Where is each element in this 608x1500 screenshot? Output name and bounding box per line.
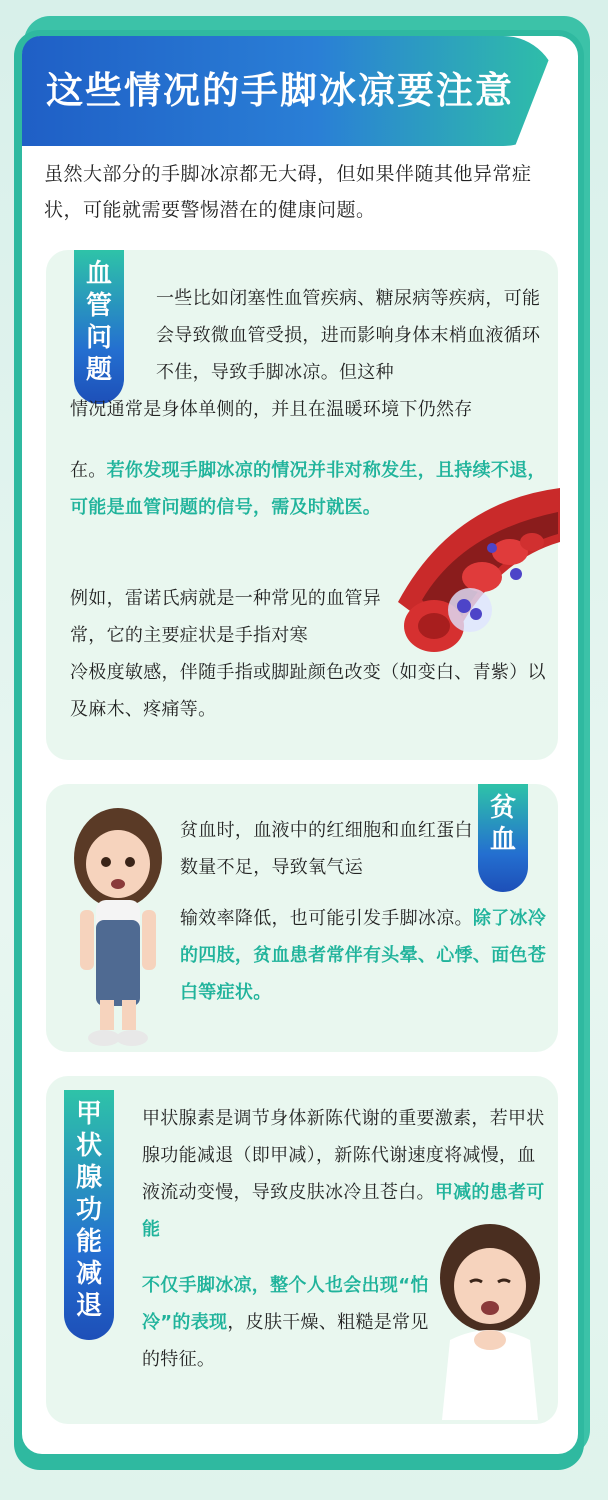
sad-girl-illustration <box>66 800 170 1050</box>
vascular-text-3: 在。若你发现手脚冰凉的情况并非对称发生，且持续不退，可能是血管问题的信号，需及时就医。 <box>70 460 546 518</box>
anemia-text-1: 贫血时，血液中的红细胞和血红蛋白数量不足，导致氧气运 <box>180 820 473 878</box>
crying-girl-illustration <box>428 1220 552 1420</box>
vascular-text-4: 例如，雷诺氏病就是一种常见的血管异常，它的主要症状是手指对寒 <box>70 588 382 646</box>
hypothyroidism-highlight-2: 不仅手脚冰凉，整个人也会出现“怕冷”的表现 <box>142 1275 429 1333</box>
vascular-text-1: 一些比如闭塞性血管疾病、糖尿病等疾病，可能会导致微血管受损，进而影响身体末梢血液循环不佳，导致手脚冰凉。但这种 <box>156 288 541 383</box>
anemia-highlight: 除了冰冷的四肢，贫血患者常伴有头晕、心悸、面色苍白等症状。 <box>180 908 547 1003</box>
anemia-text-2: 输效率降低，也可能引发手脚冰凉。除了冰冷的四肢，贫血患者常伴有头晕、心悸、面色苍白等症状。 <box>180 908 547 1003</box>
tag-hypothyroidism: 甲 状 腺 功 能 减 退 <box>64 1090 114 1340</box>
hypothyroidism-highlight-1: 甲减的患者可能 <box>142 1182 545 1240</box>
hypothyroidism-text-2: 不仅手脚冰凉，整个人也会出现“怕冷”的表现，皮肤干燥、粗糙是常见的特征。 <box>142 1275 429 1370</box>
vascular-highlight: 若你发现手脚冰凉的情况并非对称发生，且持续不退，可能是血管问题的信号，需及时就医。 <box>70 460 546 518</box>
tag-vascular: 血 管 问 题 <box>74 250 124 404</box>
blood-vessel-illustration <box>392 482 562 658</box>
hypothyroidism-text-1: 甲状腺素是调节身体新陈代谢的重要激素，若甲状腺功能减退（即甲减），新陈代谢速度将减慢，血液流动变慢，导致皮肤冰冷且苍白。甲减的患者可能 <box>142 1108 545 1240</box>
tag-anemia: 贫 血 <box>478 784 528 892</box>
vascular-text-2: 情况通常是身体单侧的，并且在温暖环境下仍然存 <box>70 399 473 420</box>
page-title: 这些情况的手脚冰凉要注意 <box>46 69 514 112</box>
vascular-text-5: 冷极度敏感，伴随手指或脚趾颜色改变（如变白、青紫）以及麻木、疼痛等。 <box>70 662 546 720</box>
intro-paragraph: 虽然大部分的手脚冰凉都无大碍，但如果伴随其他异常症状，可能就需要警惕潜在的健康问题。 <box>44 163 532 221</box>
